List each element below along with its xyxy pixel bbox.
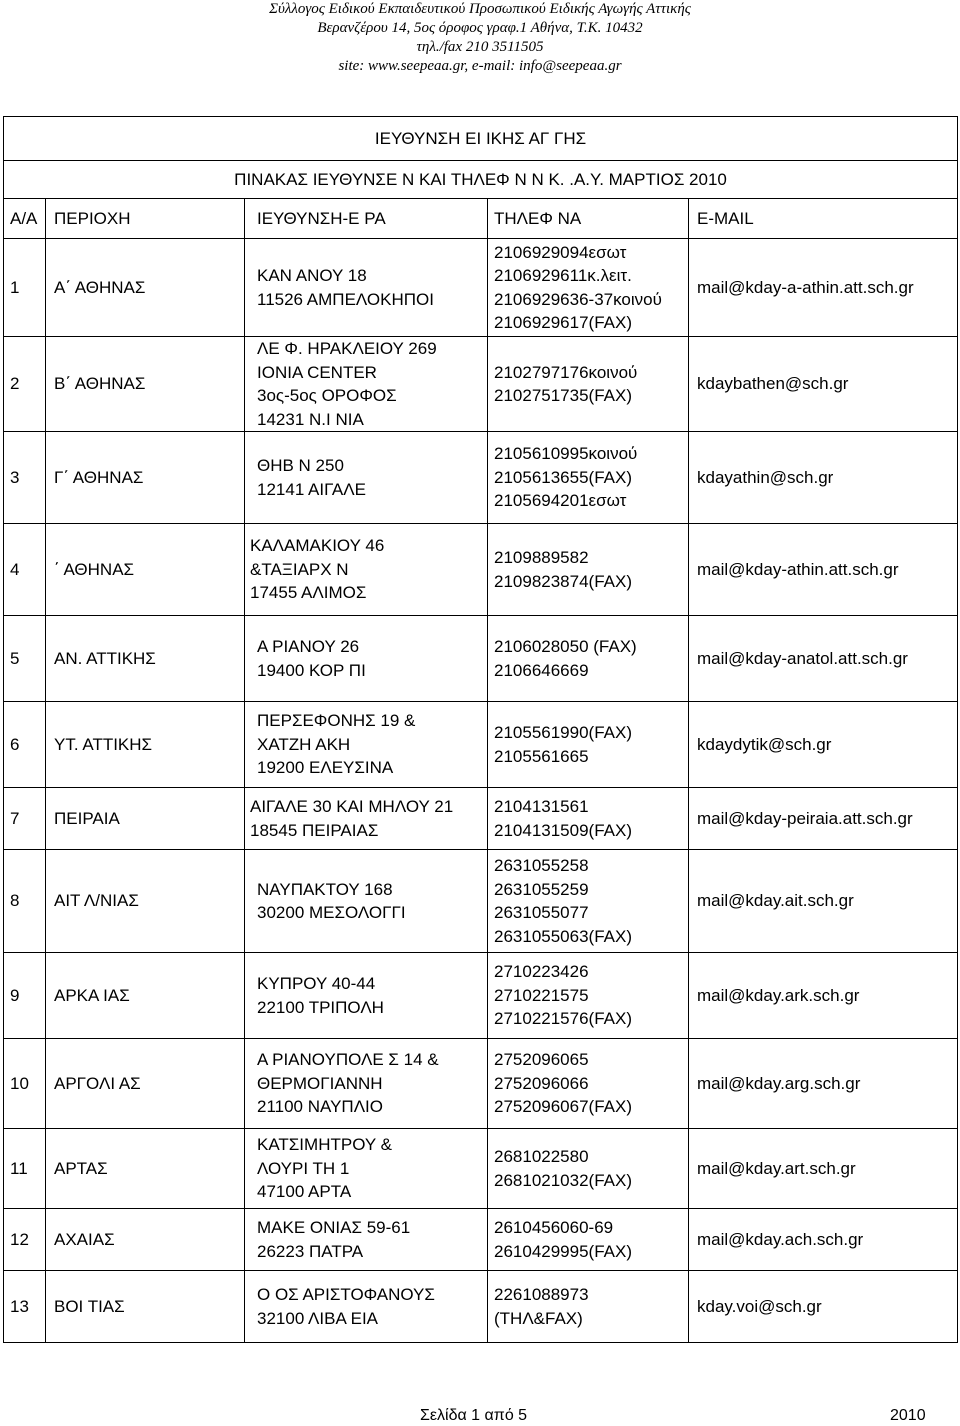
phone-line: 2631055077	[494, 903, 589, 922]
directorates-table	[3, 116, 958, 1343]
area-name: Α΄ ΑΘΗΝΑΣ	[54, 277, 146, 297]
phones-cell	[488, 1271, 689, 1343]
address-line: ΘΗΒ Ν 250	[257, 456, 344, 475]
phone-line: 2109823874(FAX)	[494, 571, 632, 591]
phone-line: 2610429995(FAX)	[494, 1241, 632, 1261]
table-subtitle: ΠΙΝΑΚΑΣ ΙΕΥΘΥΝΣΕ Ν ΚΑΙ ΤΗΛΕΦ Ν Ν Κ. .Α.Υ. ΜΑΡΤΙΟΣ 2010	[234, 169, 727, 189]
phones-cell	[488, 1209, 689, 1271]
phone-line: 2106929094εσωτ	[494, 242, 627, 262]
address-line: 22100 ΤΡΙΠΟΛΗ	[257, 997, 384, 1017]
phones-cell	[488, 432, 689, 524]
row-number-cell	[4, 1129, 46, 1209]
email-cell	[689, 702, 958, 788]
address-line: ΚΑΛΑΜΑΚΙΟΥ 46	[250, 536, 385, 556]
col-header-email: E-MAIL	[689, 199, 958, 239]
address-line: 19400 ΚΟΡ ΠΙ	[257, 660, 366, 680]
table-row	[4, 953, 958, 1039]
address-line: Α ΡΙΑΝΟΥ 26	[257, 637, 360, 656]
association-web-email: site: www.seepeaa.gr, e-mail: info@seepeaa.gr	[338, 58, 622, 74]
row-number: 13	[10, 1296, 29, 1316]
address-line: 18545 ΠΕΙΡΑΙΑΣ	[250, 820, 379, 840]
address-line: ΘΕΡΜΟΓΙΑΝΝΗ	[257, 1073, 383, 1093]
association-phone: τηλ./fax 210 3511505	[416, 39, 544, 55]
table-row	[4, 337, 958, 432]
row-number: 11	[10, 1158, 28, 1178]
row-number-cell	[4, 1209, 46, 1271]
email-cell	[689, 953, 958, 1039]
phones-cell	[488, 337, 689, 432]
phone-line: 2631055063(FAX)	[494, 926, 632, 946]
col-header-address: ΙΕΥΘΥΝΣΗ-Ε ΡΑ	[245, 199, 488, 239]
phone-line: (ΤΗΛ&FAX)	[494, 1308, 583, 1328]
email-link[interactable]: mail@kday.ark.sch.gr	[697, 985, 860, 1005]
row-number: 6	[10, 734, 20, 754]
table-row	[4, 432, 958, 524]
area-name: ΑΙΤ Λ/ΝΙΑΣ	[54, 891, 139, 911]
phone-line: 2106929611κ.λειτ.	[494, 266, 632, 285]
email-link[interactable]: kday.voi@sch.gr	[697, 1296, 822, 1316]
address-line: ΛΕ Φ. ΗΡΑΚΛΕΙΟΥ 269	[257, 339, 437, 358]
phone-line: 2631055258	[494, 856, 589, 875]
col-header-aa: Α/Α	[4, 199, 46, 239]
row-number-cell	[4, 432, 46, 524]
phone-line: 2104131561	[494, 797, 589, 816]
address-line: ΑΙΓΑΛΕ 30 ΚΑΙ ΜΗΛΟΥ 21	[250, 797, 454, 816]
area-cell	[46, 850, 245, 953]
phone-line: 2752096065	[494, 1050, 589, 1070]
table-row	[4, 1209, 958, 1271]
address-line: Ο ΟΣ ΑΡΙΣΤΟΦΑΝΟΥΣ	[257, 1285, 435, 1304]
phones-cell	[488, 788, 689, 850]
area-name: ΑΡΤΑΣ	[54, 1158, 108, 1178]
table-row	[4, 616, 958, 702]
area-name: ΒΟΙ ΤΙΑΣ	[54, 1296, 125, 1316]
table-row	[4, 1271, 958, 1343]
area-cell	[46, 953, 245, 1039]
phones-cell	[488, 1039, 689, 1129]
email-link[interactable]: mail@kday-anatol.att.sch.gr	[697, 648, 908, 668]
address-cell	[245, 616, 488, 702]
row-number-cell	[4, 524, 46, 616]
area-name: ΑΝ. ΑΤΤΙΚΗΣ	[54, 648, 156, 668]
phone-line: 2261088973	[494, 1285, 589, 1304]
email-cell	[689, 1209, 958, 1271]
address-line: ΜΑΚΕ ΟΝΙΑΣ 59-61	[257, 1218, 411, 1237]
area-cell	[46, 702, 245, 788]
address-cell	[245, 524, 488, 616]
footer-year: 2010	[890, 1407, 926, 1424]
address-line: ΙΟΝΙΑ CENTER	[257, 362, 377, 382]
phone-line: 2681022580	[494, 1147, 589, 1166]
phones-cell	[488, 524, 689, 616]
phones-cell	[488, 702, 689, 788]
row-number-cell	[4, 702, 46, 788]
phones-cell	[488, 616, 689, 702]
area-cell	[46, 1129, 245, 1209]
area-name: ΑΡΓΟΛΙ ΑΣ	[54, 1073, 141, 1093]
col-header-area: ΠΕΡΙΟΧΗ	[46, 199, 245, 239]
row-number: 2	[10, 374, 20, 394]
email-link[interactable]: kdaydytik@sch.gr	[697, 734, 832, 754]
area-name: ΑΧΑΙΑΣ	[54, 1229, 115, 1249]
row-number: 7	[10, 808, 20, 828]
phone-line: 2109889582	[494, 548, 589, 567]
email-link[interactable]: mail@kday-peiraia.att.sch.gr	[697, 808, 913, 828]
row-number: 4	[10, 559, 20, 579]
address-line: &ΤΑΞΙΑΡΧ Ν	[250, 559, 349, 579]
address-line: 21100 ΝΑΥΠΛΙΟ	[257, 1097, 384, 1117]
table-row	[4, 1039, 958, 1129]
row-number: 3	[10, 467, 20, 487]
email-cell	[689, 850, 958, 953]
area-cell	[46, 239, 245, 337]
address-line: ΚΥΠΡΟΥ 40-44	[257, 974, 376, 993]
email-cell	[689, 616, 958, 702]
row-number: 12	[10, 1229, 29, 1249]
address-line: 17455 ΑΛΙΜΟΣ	[250, 583, 367, 603]
phone-line: 2105610995κοινού	[494, 444, 638, 464]
area-name: ΑΡΚΑ ΙΑΣ	[54, 985, 130, 1005]
address-line: 30200 ΜΕΣΟΛΟΓΓΙ	[257, 903, 406, 922]
area-cell	[46, 337, 245, 432]
association-address: Βερανζέρου 14, 5ος όροφος γραφ.1 Αθήνα, Τ.Κ. 10432	[317, 20, 643, 36]
address-line: ΠΕΡΣΕΦΟΝΗΣ 19 &	[257, 711, 416, 731]
area-name: Γ΄ ΑΘΗΝΑΣ	[54, 467, 144, 487]
address-cell	[245, 788, 488, 850]
phone-line: 2102751735(FAX)	[494, 386, 632, 405]
area-cell	[46, 1209, 245, 1271]
email-link[interactable]: mail@kday.arg.sch.gr	[697, 1073, 861, 1093]
address-cell	[245, 337, 488, 432]
address-cell	[245, 432, 488, 524]
row-number-cell	[4, 1271, 46, 1343]
phone-line: 2105613655(FAX)	[494, 467, 632, 487]
row-number-cell	[4, 616, 46, 702]
phone-line: 2752096067(FAX)	[494, 1097, 632, 1117]
area-cell	[46, 524, 245, 616]
header-row	[4, 199, 958, 239]
phones-cell	[488, 1129, 689, 1209]
address-line: ΝΑΥΠΑΚΤΟΥ 168	[257, 879, 393, 899]
row-number-cell	[4, 788, 46, 850]
area-cell	[46, 1039, 245, 1129]
area-cell	[46, 1271, 245, 1343]
phone-line: 2105694201εσωτ	[494, 491, 627, 511]
address-cell	[245, 850, 488, 953]
email-link[interactable]: mail@kday-athin.att.sch.gr	[697, 559, 899, 579]
row-number: 10	[10, 1073, 29, 1093]
address-cell	[245, 702, 488, 788]
address-cell	[245, 953, 488, 1039]
address-line: 19200 ΕΛΕΥΣΙΝΑ	[257, 758, 394, 778]
phone-line: 2106929636-37κοινού	[494, 289, 662, 309]
phones-cell	[488, 953, 689, 1039]
address-line: 14231 Ν.Ι ΝΙΑ	[257, 409, 364, 429]
table-row	[4, 239, 958, 337]
email-link[interactable]: kdaybathen@sch.gr	[697, 374, 849, 394]
phone-line: 2105561990(FAX)	[494, 723, 632, 742]
email-link[interactable]: mail@kday-a-athin.att.sch.gr	[697, 277, 914, 297]
phone-line: 2105561665	[494, 746, 589, 766]
area-name: ΠΕΙΡΑΙΑ	[54, 808, 120, 828]
address-line: 12141 ΑΙΓΑΛΕ	[257, 479, 366, 499]
email-cell	[689, 239, 958, 337]
email-link[interactable]: mail@kday.ait.sch.gr	[697, 891, 854, 911]
phone-line: 2106646669	[494, 660, 589, 680]
row-number-cell	[4, 850, 46, 953]
col-header-phones: ΤΗΛΕΦ ΝΑ	[488, 199, 689, 239]
row-number-cell	[4, 1039, 46, 1129]
address-line: 32100 ΛΙΒΑ ΕΙΑ	[257, 1308, 379, 1328]
address-cell	[245, 1129, 488, 1209]
address-line: 26223 ΠΑΤΡΑ	[257, 1241, 364, 1261]
table-row	[4, 788, 958, 850]
address-cell	[245, 1209, 488, 1271]
email-cell	[689, 1039, 958, 1129]
association-name: Σύλλογος Ειδικού Εκπαιδευτικού Προσωπικού Ειδικής Αγωγής Αττικής	[269, 1, 691, 17]
address-line: ΛΟΥΡΙ ΤΗ 1	[257, 1158, 350, 1178]
phone-line: 2610456060-69	[494, 1218, 614, 1237]
phone-line: 2106028050 (FAX)	[494, 637, 637, 656]
address-line: ΚΑΝ ΑΝΟΥ 18	[257, 266, 367, 285]
phone-line: 2681021032(FAX)	[494, 1170, 632, 1190]
email-cell	[689, 337, 958, 432]
address-line: 47100 ΑΡΤΑ	[257, 1182, 352, 1202]
address-line: 3ος-5ος ΟΡΟΦΟΣ	[257, 386, 397, 405]
email-cell	[689, 432, 958, 524]
phone-line: 2106929617(FAX)	[494, 313, 632, 332]
email-link[interactable]: mail@kday.ach.sch.gr	[697, 1229, 864, 1249]
table-subtitle-cell	[4, 161, 958, 199]
table-row	[4, 702, 958, 788]
area-name: Β΄ ΑΘΗΝΑΣ	[54, 374, 146, 394]
table-title-cell	[4, 117, 958, 161]
email-link[interactable]: mail@kday.art.sch.gr	[697, 1158, 856, 1178]
address-line: ΚΑΤΣΙΜΗΤΡΟΥ &	[257, 1135, 392, 1155]
row-number-cell	[4, 953, 46, 1039]
phone-line: 2752096066	[494, 1073, 589, 1093]
area-name: ΄ ΑΘΗΝΑΣ	[54, 559, 135, 579]
row-number-cell	[4, 239, 46, 337]
row-number: 8	[10, 891, 20, 911]
address-line: Α ΡΙΑΝΟΥΠΟΛΕ Σ 14 &	[257, 1050, 439, 1070]
email-link[interactable]: kdayathin@sch.gr	[697, 467, 834, 487]
letterhead	[0, 0, 960, 76]
row-number: 9	[10, 985, 20, 1005]
phone-line: 2710221575	[494, 985, 589, 1005]
row-number: 1	[10, 277, 20, 297]
table-row	[4, 850, 958, 953]
email-cell	[689, 524, 958, 616]
phone-line: 2710221576(FAX)	[494, 1009, 632, 1029]
table-row	[4, 524, 958, 616]
email-cell	[689, 1271, 958, 1343]
area-cell	[46, 432, 245, 524]
area-cell	[46, 616, 245, 702]
row-number-cell	[4, 337, 46, 432]
address-cell	[245, 1039, 488, 1129]
phone-line: 2102797176κοινού	[494, 362, 638, 382]
page-number: Σελίδα 1 από 5	[420, 1407, 528, 1424]
row-number: 5	[10, 648, 20, 668]
address-cell	[245, 239, 488, 337]
table-title: ΙΕΥΘΥΝΣΗ ΕΙ ΙΚΗΣ ΑΓ ΓΗΣ	[374, 128, 587, 148]
phone-line: 2631055259	[494, 879, 589, 899]
area-name: ΥΤ. ΑΤΤΙΚΗΣ	[54, 734, 153, 754]
area-cell	[46, 788, 245, 850]
phones-cell	[488, 239, 689, 337]
email-cell	[689, 1129, 958, 1209]
address-line: 11526 ΑΜΠΕΛΟΚΗΠΟΙ	[257, 289, 434, 309]
phone-line: 2104131509(FAX)	[494, 820, 632, 840]
email-cell	[689, 788, 958, 850]
address-cell	[245, 1271, 488, 1343]
phones-cell	[488, 850, 689, 953]
phone-line: 2710223426	[494, 962, 589, 982]
address-line: ΧΑΤΖΗ ΑΚΗ	[257, 734, 351, 754]
table-row	[4, 1129, 958, 1209]
